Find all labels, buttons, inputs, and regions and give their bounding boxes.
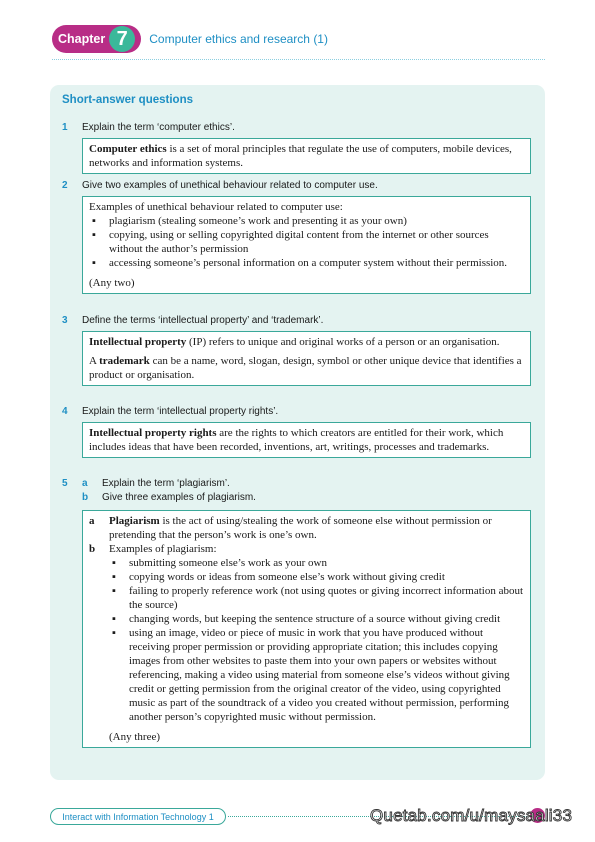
answer-term: Intellectual property rights <box>89 427 217 439</box>
answer-text: is a set of moral principles that regulate the use of computers, mobile devices, networks and information systems. <box>89 143 512 169</box>
book-title-badge <box>50 808 226 825</box>
sub-question-text: Give three examples of plagiarism. <box>102 492 256 503</box>
answer-intro: Examples of plagiarism: <box>109 543 217 555</box>
answer-note: (Any three) <box>109 731 161 743</box>
section-title: Short-answer questions <box>62 94 193 106</box>
question-text: Give two examples of unethical behaviour related to computer use. <box>82 180 378 191</box>
sub-question-text: Explain the term ‘plagiarism’. <box>102 478 230 489</box>
answer-box-5 <box>82 510 531 748</box>
part-label: a <box>89 515 95 527</box>
list-item: ▪ copying, using or selling copyrighted digital content from the internet or other sources without the author’s permission <box>89 228 524 256</box>
answer-term: Intellectual property <box>89 336 187 348</box>
answer-intro: Examples of unethical behaviour related to computer use: <box>89 201 343 213</box>
chapter-number: 7 <box>109 26 135 52</box>
question-text: Explain the term ‘intellectual property rights’. <box>82 406 279 417</box>
chapter-label: Chapter <box>58 32 106 46</box>
header-divider <box>52 59 545 60</box>
answer-term: Computer ethics <box>89 143 167 155</box>
watermark: Quetab.com/u/maysaali33 <box>370 806 573 825</box>
list-item: ▪ using an image, video or piece of music in work that you have produced without receiving proper permission or providing appropriate citation; this includes copying images from other websites to paste them into your own papers or websites without referencing, making a video using material from someone else’s videos without giving credit or getting permission from the original creator of the video, using copyrighted music as part of the soundtrack of a video you created without permission, performing another person’s copyrighted music without permission. <box>109 626 524 724</box>
answer-box-3 <box>82 331 531 386</box>
question-text: Explain the term ‘computer ethics’. <box>82 122 235 133</box>
questions-panel <box>50 85 545 780</box>
answer-box-4 <box>82 422 531 458</box>
answer-text: can be a name, word, slogan, design, symbol or other unique device that identifies a product or organisation. <box>89 355 522 381</box>
chapter-header <box>52 24 328 54</box>
list-item: ▪ failing to properly reference work (not using quotes or giving incorrect information about the source) <box>109 584 524 612</box>
question-number: 4 <box>62 406 68 417</box>
answer-box-2 <box>82 196 531 294</box>
answer-text: A <box>89 355 100 367</box>
list-item: ▪ accessing someone’s personal information on a computer system without their permission. <box>89 256 524 270</box>
question-text: Define the terms ‘intellectual property’ and ‘trademark’. <box>82 315 324 326</box>
question-number: 2 <box>62 180 68 191</box>
answer-part-a <box>89 514 524 542</box>
page-title: Computer ethics and research (1) <box>149 32 328 46</box>
book-title: Interact with Information Technology 1 <box>62 811 214 822</box>
sub-question-label: b <box>82 492 89 503</box>
question-number: 1 <box>62 122 68 133</box>
answer-text: (IP) refers to unique and original works of a person or an organisation. <box>186 336 500 348</box>
list-item: ▪ submitting someone else’s work as your own <box>109 556 524 570</box>
list-item: ▪ changing words, but keeping the sentence structure of a source without giving credit <box>109 612 524 626</box>
answer-list <box>109 556 524 724</box>
answer-text: is the act of using/stealing the work of someone else without permission or pretending that the person’s work is one’s own. <box>109 515 492 541</box>
answer-note: (Any two) <box>89 277 135 289</box>
part-label: b <box>89 543 96 555</box>
sub-question-label: a <box>82 478 88 489</box>
question-number: 5 <box>62 478 68 489</box>
answer-text: are the rights to which creators are entitled for their work, which includes ideas that have been recorded, inventions, art, writings, processes and trademarks. <box>89 427 504 453</box>
answer-list <box>89 214 524 270</box>
chapter-badge <box>52 25 141 53</box>
list-item: ▪ copying words or ideas from someone else’s work without giving credit <box>109 570 524 584</box>
question-number: 3 <box>62 315 68 326</box>
answer-part-b <box>89 542 524 744</box>
answer-box-1 <box>82 138 531 174</box>
answer-term: Plagiarism <box>109 515 160 527</box>
list-item: ▪ plagiarism (stealing someone’s work and presenting it as your own) <box>89 214 524 228</box>
answer-term: trademark <box>99 355 150 367</box>
